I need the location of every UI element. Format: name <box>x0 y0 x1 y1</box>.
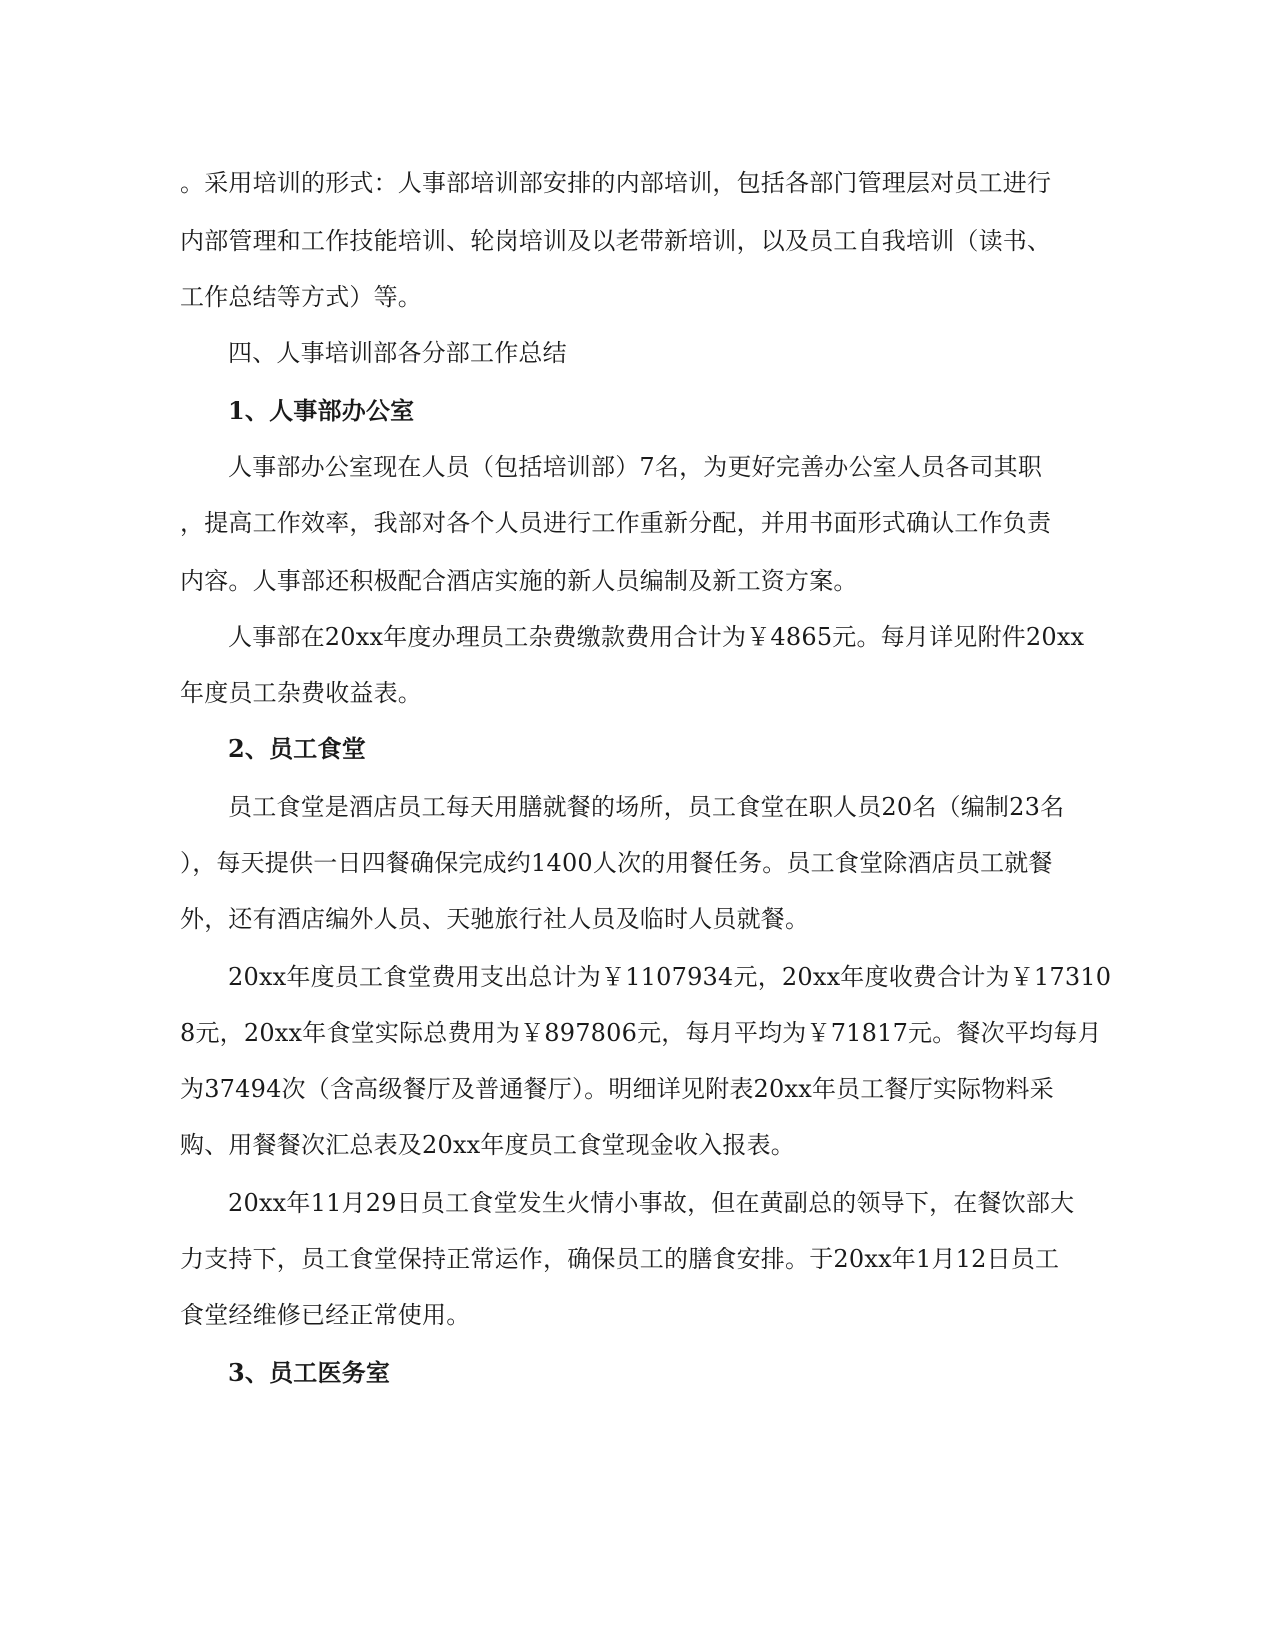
section-heading: 四、人事培训部各分部工作总结 <box>228 339 567 367</box>
paragraph-line: 。采用培训的形式：人事部培训部安排的内部培训，包括各部门管理层对员工进行 <box>180 169 1052 197</box>
paragraph-line: 人事部办公室现在人员（包括培训部）7名，为更好完善办公室人员各司其职 <box>228 453 1043 481</box>
paragraph-line: 外，还有酒店编外人员、天驰旅行社人员及临时人员就餐。 <box>180 905 810 933</box>
paragraph-line: 内部管理和工作技能培训、轮岗培训及以老带新培训，以及员工自我培训（读书、 <box>180 227 1052 255</box>
paragraph-line: 人事部在20xx年度办理员工杂费缴款费用合计为￥4865元。每月详见附件20xx <box>228 623 1085 651</box>
paragraph-line: 20xx年11月29日员工食堂发生火情小事故，但在黄副总的领导下，在餐饮部大 <box>228 1189 1075 1217</box>
paragraph-line: ，提高工作效率，我部对各个人员进行工作重新分配，并用书面形式确认工作负责 <box>180 509 1052 537</box>
paragraph-line: 力支持下，员工食堂保持正常运作，确保员工的膳食安排。于20xx年1月12日员工 <box>180 1245 1060 1273</box>
paragraph-line: 工作总结等方式）等。 <box>180 283 422 311</box>
subsection-heading: 3、员工医务室 <box>228 1358 391 1387</box>
paragraph-line: 食堂经维修已经正常使用。 <box>180 1301 471 1329</box>
paragraph-line: 年度员工杂费收益表。 <box>180 679 422 707</box>
paragraph-line: 购、用餐餐次汇总表及20xx年度员工食堂现金收入报表。 <box>180 1131 796 1159</box>
paragraph-line: 为37494次（含高级餐厅及普通餐厅）。明细详见附表20xx年员工餐厅实际物料采 <box>180 1075 1054 1103</box>
paragraph-line: 员工食堂是酒店员工每天用膳就餐的场所，员工食堂在职人员20名（编制23名 <box>228 793 1065 821</box>
subsection-heading: 1、人事部办公室 <box>228 396 415 425</box>
paragraph-line: ），每天提供一日四餐确保完成约1400人次的用餐任务。员工食堂除酒店员工就餐 <box>180 849 1053 877</box>
paragraph-line: 内容。人事部还积极配合酒店实施的新人员编制及新工资方案。 <box>180 567 858 595</box>
paragraph-line: 8元，20xx年食堂实际总费用为￥897806元，每月平均为￥71817元。餐次平均每月 <box>180 1019 1102 1047</box>
paragraph-line: 20xx年度员工食堂费用支出总计为￥1107934元，20xx年度收费合计为￥17310 <box>228 963 1112 991</box>
subsection-heading: 2、员工食堂 <box>228 734 366 763</box>
